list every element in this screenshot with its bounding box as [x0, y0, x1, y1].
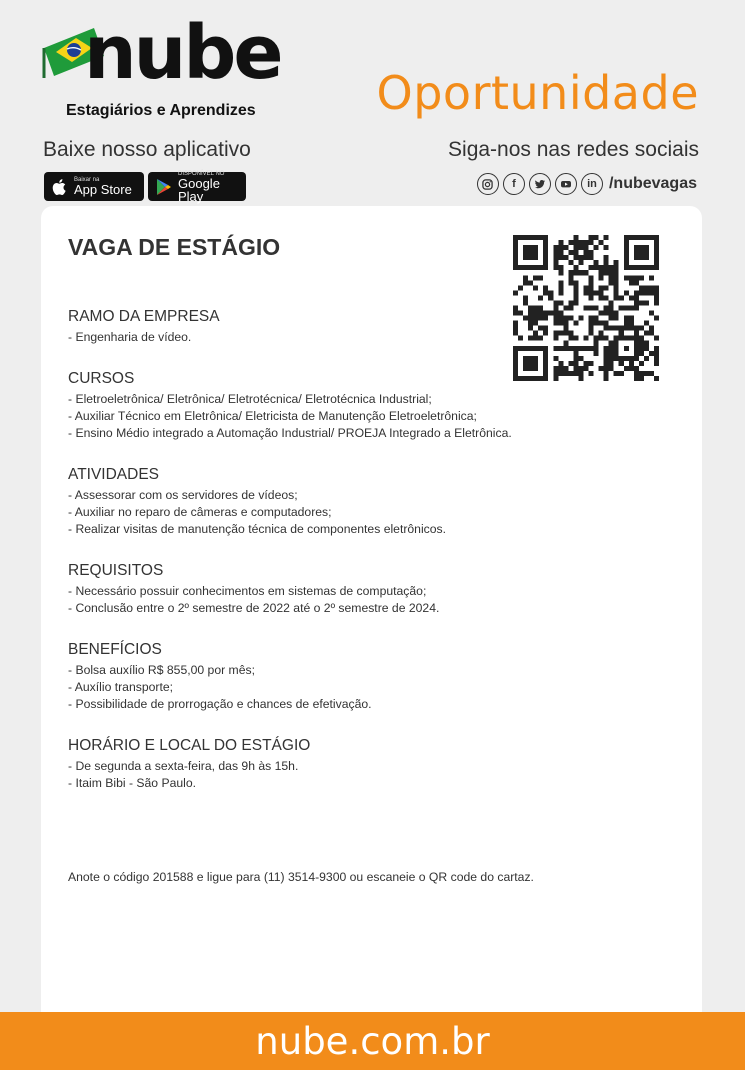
section-line: - Eletroeletrônica/ Eletrônica/ Eletrotécnica/ Eletrotécnica Industrial;	[68, 392, 432, 406]
section-line: - Conclusão entre o 2º semestre de 2022 até o 2º semestre de 2024.	[68, 601, 440, 615]
social-links	[477, 173, 697, 195]
website-bar[interactable]	[0, 1012, 745, 1070]
app-store-label: App Store	[74, 182, 132, 197]
section-line: - Auxílio transporte;	[68, 680, 173, 694]
brand-name: nube	[84, 10, 281, 96]
youtube-icon[interactable]	[555, 173, 577, 195]
apple-icon	[50, 177, 70, 197]
google-play-button[interactable]	[148, 170, 246, 204]
section-line: - De segunda a sexta-feira, das 9h às 15h.	[68, 759, 299, 773]
job-section	[68, 641, 668, 713]
section-heading: BENEFÍCIOS	[68, 641, 162, 658]
section-line: - Itaim Bibi - São Paulo.	[68, 776, 197, 790]
job-card	[41, 206, 702, 1026]
store-badges	[44, 170, 246, 204]
linkedin-icon[interactable]: in	[581, 173, 603, 195]
section-line: - Assessorar com os servidores de vídeos;	[68, 488, 298, 502]
instagram-icon[interactable]	[477, 173, 499, 195]
job-sections	[68, 308, 668, 816]
nube-logo	[40, 10, 281, 126]
app-store-small: Baixar na	[74, 177, 100, 183]
brand-subtitle: Estagiários e Aprendizes	[66, 102, 256, 119]
section-line: - Bolsa auxílio R$ 855,00 por mês;	[68, 663, 255, 677]
job-section	[68, 562, 668, 617]
job-section	[68, 370, 668, 442]
section-heading: REQUISITOS	[68, 562, 164, 579]
section-line: - Auxiliar Técnico em Eletrônica/ Eletricista de Manutenção Eletroeletrônica;	[68, 409, 477, 423]
section-line: - Ensino Médio integrado a Automação Industrial/ PROEJA Integrado a Eletrônica.	[68, 426, 512, 440]
job-title: VAGA DE ESTÁGIO	[68, 234, 281, 260]
section-heading: RAMO DA EMPRESA	[68, 308, 220, 325]
headline: Oportunidade	[376, 66, 699, 120]
section-heading: CURSOS	[68, 370, 135, 387]
social-prompt: Siga-nos nas redes sociais	[448, 138, 699, 161]
section-line: - Engenharia de vídeo.	[68, 330, 192, 344]
section-line: - Realizar visitas de manutenção técnica de componentes eletrônicos.	[68, 522, 447, 536]
section-line: - Possibilidade de prorrogação e chances de efetivação.	[68, 697, 372, 711]
social-handle[interactable]: /nubevagas	[608, 175, 697, 192]
app-prompt: Baixe nosso aplicativo	[43, 138, 251, 161]
job-section	[68, 308, 668, 346]
job-section	[68, 737, 668, 792]
app-store-button[interactable]	[44, 172, 144, 201]
twitter-icon[interactable]	[529, 173, 551, 195]
google-play-small: DISPONÍVEL NO	[178, 170, 225, 177]
section-line: - Necessário possuir conhecimentos em sistemas de computação;	[68, 584, 427, 598]
section-heading: ATIVIDADES	[68, 466, 160, 483]
google-play-label: Google Play	[178, 175, 220, 204]
contact-note: Anote o código 201588 e ligue para (11) 3514-9300 ou escaneie o QR code do cartaz.	[68, 870, 534, 884]
google-play-icon	[154, 177, 174, 197]
facebook-icon[interactable]: f	[503, 173, 525, 195]
section-heading: HORÁRIO E LOCAL DO ESTÁGIO	[68, 737, 311, 754]
job-section	[68, 466, 668, 538]
section-line: - Auxiliar no reparo de câmeras e computadores;	[68, 505, 332, 519]
website-url[interactable]: nube.com.br	[255, 1019, 490, 1063]
